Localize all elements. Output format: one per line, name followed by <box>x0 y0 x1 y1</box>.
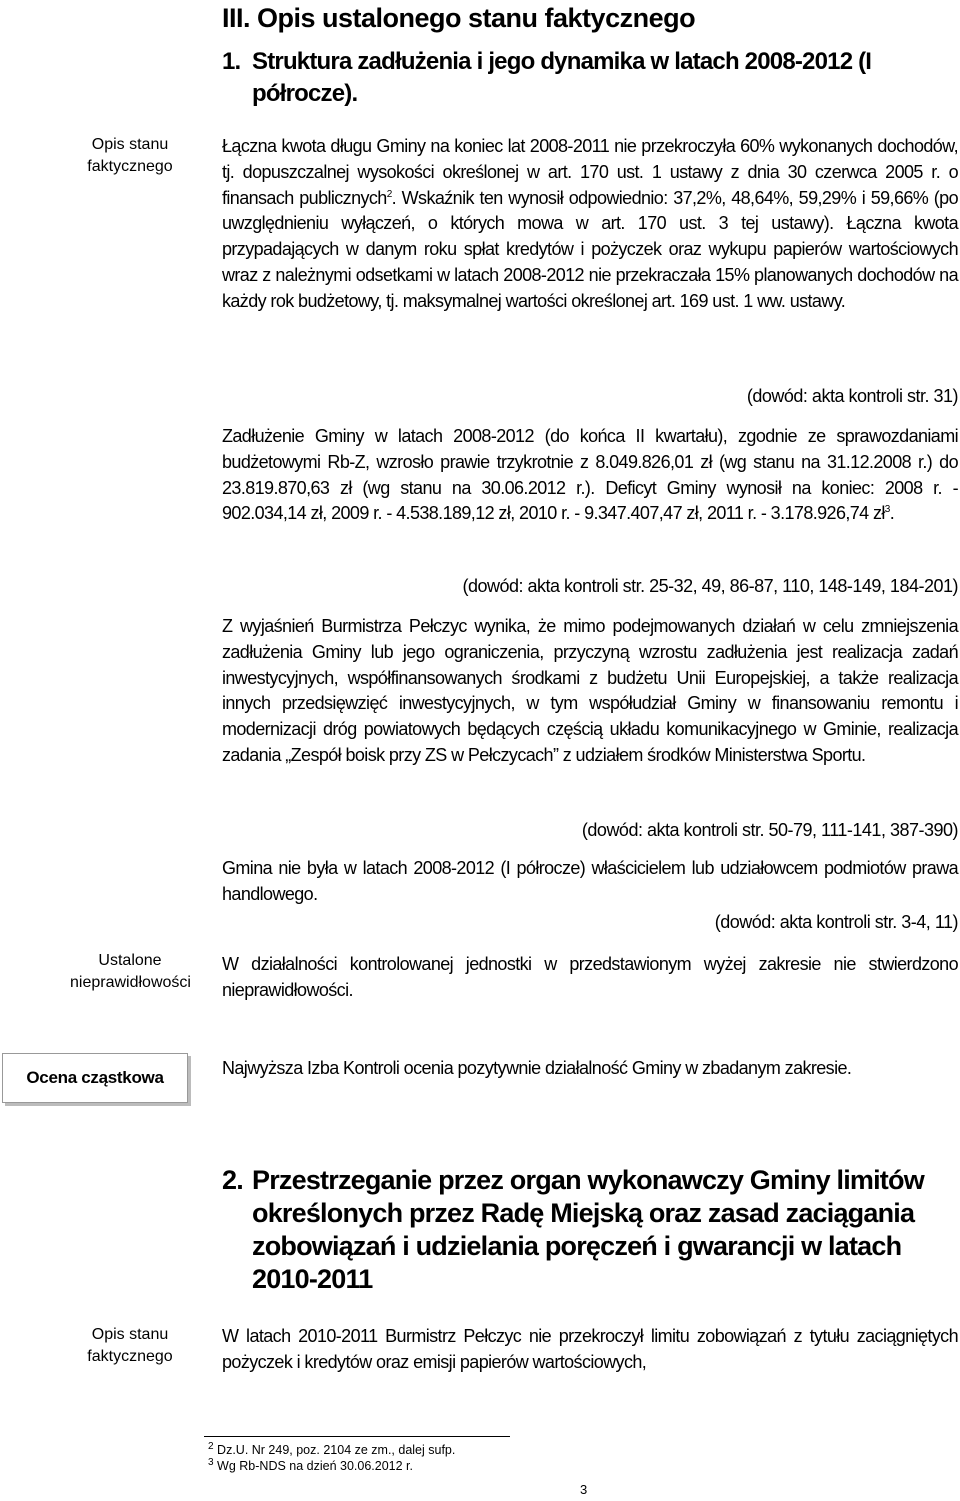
paragraph-debt-growth <box>222 424 958 527</box>
section-header <box>222 2 958 34</box>
paragraph-text: . Wskaźnik ten wynosił odpowiednio: 37,2%, 48,64%, 59,29% i 59,66% (po uwzględnieniu wyłączeń, o których mowa w art. 170 ust. 3 tej ustawy). Łączna kwota przypadających w danym roku spłat kredytów i pożyczek oraz wykupu papierów wartościowych wraz z należnymi odsetkami w latach 2008-2012 nie przekraczała 15% planowanych dochodów na każdy rok budżetowy, tj. maksymalnej wartości określonej art. 169 ust. 1 ww. ustawy. <box>222 187 958 311</box>
paragraph-shares: Gmina nie była w latach 2008-2012 (I półrocze) właścicielem lub udziałowcem podmiotów prawa handlowego. <box>222 858 958 904</box>
section-title: III. Opis ustalonego stanu faktycznego <box>222 3 696 33</box>
margin-label-line: Opis stanu <box>91 136 169 153</box>
footnote-number: 3 <box>208 1456 214 1468</box>
proof-reference: (dowód: akta kontroli str. 25-32, 49, 86-87, 110, 148-149, 184-201) <box>462 576 958 596</box>
heading-1-number: 1. <box>222 48 241 75</box>
margin-label-line: Opis stanu <box>91 1326 169 1343</box>
footnote <box>208 1442 455 1458</box>
heading-1-text: Struktura zadłużenia i jego dynamika w latach 2008-2012 (I półrocze). <box>252 48 872 107</box>
heading-2-text: Przestrzeganie przez organ wykonawczy Gminy limitów określonych przez Radę Miejską oraz zasad zaciągania zobowiązań i udzielania poręczeń i gwarancji w latach 2010-2011 <box>252 1165 924 1294</box>
footnote-ref: 2 <box>386 188 392 200</box>
margin-label-line: faktycznego <box>87 158 173 175</box>
proof-reference: (dowód: akta kontroli str. 3-4, 11) <box>714 912 958 932</box>
proof-reference: (dowód: akta kontroli str. 50-79, 111-141, 387-390) <box>581 820 958 840</box>
page-number: 3 <box>580 1482 588 1497</box>
margin-label-line: Ustalone <box>98 952 162 969</box>
margin-label-line: faktycznego <box>87 1348 173 1365</box>
paragraph-debt-limit <box>222 134 958 315</box>
paragraph-mayor-explanation: Z wyjaśnień Burmistrza Pełczyc wynika, że mimo podejmowanych działań w celu zmniejszenia zadłużenia Gminy lub jego ograniczenia, przyczyną wzrostu zadłużenia jest realizacja zadań inwestycyjnych, współfinansowanych środkami z budżetu Unii Europejskiej, a także realizacja innych przedsięwzięć inwestycyjnych, w tym współudział Gminy w finansowaniu remontu i modernizacji dróg powiatowych będących częścią układu komunikacyjnego w Gminie, realizacja zadania „Zespół boisk przy ZS w Pełczycach” z udziałem środków Ministerstwa Sportu. <box>222 616 958 765</box>
margin-label-line: nieprawidłowości <box>70 974 191 991</box>
heading-2-number: 2. <box>222 1165 243 1195</box>
footnote-text: Dz.U. Nr 249, poz. 2104 ze zm., dalej sufp. <box>217 1443 456 1457</box>
paragraph-text: Łączna kwota długu Gminy na koniec lat 2008-2011 nie przekroczyła 60% wykonanych dochodów, tj. dopuszczalnej wysokości określonej w art. 170 ust. 1 ustawy z dnia 30 czerwca 2005 r. o finansach publicznych <box>222 136 958 208</box>
assessment-label-box <box>2 1053 188 1103</box>
footnote-text: Wg Rb-NDS na dzień 30.06.2012 r. <box>217 1459 413 1473</box>
margin-label-facts-2 <box>70 1324 190 1368</box>
heading-2 <box>222 1164 958 1296</box>
paragraph-text: Zadłużenie Gminy w latach 2008-2012 (do końca II kwartału), zgodnie ze sprawozdaniami budżetowymi Rb-Z, wzrosło prawie trzykrotnie z 8.049.826,01 zł (wg stanu na 31.12.2008 r.) do 23.819.870,63 zł (wg stanu na 30.06.2012 r.). Deficyt Gminy wynosił na koniec: 2008 r. - 902.034,14 zł, 2009 r. - 4.538.189,12 zł, 2010 r. - 9.347.407,47 zł, 2011 r. - 3.178.926,74 zł <box>222 426 958 524</box>
paragraph-limit-compliance: W latach 2010-2011 Burmistrz Pełczyc nie przekroczył limitu zobowiązań z tytułu zaciągniętych pożyczek i kredytów oraz emisji papierów wartościowych, <box>222 1326 958 1372</box>
margin-label-facts <box>70 134 190 178</box>
footnote-divider <box>204 1436 510 1437</box>
assessment-text: Najwyższa Izba Kontroli ocenia pozytywnie działalność Gminy w zbadanym zakresie. <box>222 1058 852 1078</box>
footnote-ref: 3 <box>884 504 890 516</box>
footnote-number: 2 <box>208 1440 214 1452</box>
assessment-label: Ocena cząstkowa <box>26 1068 164 1087</box>
paragraph-no-irregularities: W działalności kontrolowanej jednostki w przedstawionym wyżej zakresie nie stwierdzono nieprawidłowości. <box>222 954 958 1000</box>
footnote <box>208 1458 413 1474</box>
margin-label-irregularities <box>70 950 190 994</box>
heading-1 <box>222 46 958 110</box>
paragraph-text: . <box>889 503 895 524</box>
proof-reference: (dowód: akta kontroli str. 31) <box>746 386 958 406</box>
